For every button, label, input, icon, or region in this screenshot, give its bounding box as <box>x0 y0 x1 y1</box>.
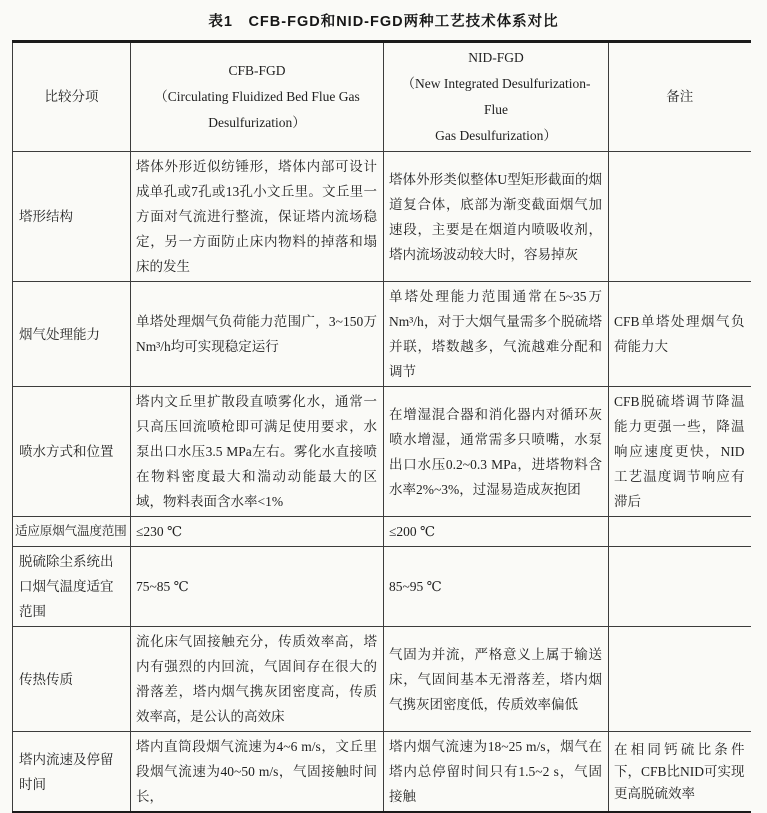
row-label: 喷水方式和位置 <box>13 387 131 517</box>
cfb-cell: 塔体外形近似纺锤形，塔体内部可设计成单孔或7孔或13孔小文丘里。文丘里一方面对气流进行整流，保证塔内流场稳定，另一方面防止床内物料的掉落和塌床的发生 <box>131 152 384 282</box>
cfb-cell: ≤230 ℃ <box>131 517 384 547</box>
note-cell <box>609 152 751 282</box>
header-cfb-name: CFB-FGD <box>228 63 286 78</box>
header-nid-fullname-line1: （New Integrated Desulfurization- Flue <box>401 76 591 117</box>
table-row-inlet-temp-range <box>13 517 751 547</box>
nid-cell: 气固为并流，严格意义上属于输送床，气固间基本无滑落差，塔内烟气携灰团密度低，传质效率偏低 <box>384 627 609 732</box>
note-cell: CFB单塔处理烟气负荷能力大 <box>609 282 751 387</box>
note-cell <box>609 627 751 732</box>
cfb-cell: 75~85 ℃ <box>131 547 384 627</box>
row-label: 塔内流速及停留时间 <box>13 732 131 813</box>
row-label: 适应原烟气温度范围 <box>13 517 131 547</box>
table-row-gas-capacity <box>13 282 751 387</box>
cfb-cell: 流化床气固接触充分，传质效率高，塔内有强烈的内回流，气固间存在很大的滑落差，塔内烟气携灰团密度高，传质效率高，是公认的高效床 <box>131 627 384 732</box>
row-label: 传热传质 <box>13 627 131 732</box>
note-cell: 在相同钙硫比条件下，CFB比NID可实现更高脱硫效率 <box>609 732 751 813</box>
header-nid-fgd <box>384 42 609 152</box>
note-cell <box>609 547 751 627</box>
nid-cell: ≤200 ℃ <box>384 517 609 547</box>
row-label: 烟气处理能力 <box>13 282 131 387</box>
header-cfb-fullname-line2: Desulfurization） <box>208 115 306 130</box>
row-label: 脱硫除尘系统出口烟气温度适宜范围 <box>13 547 131 627</box>
nid-cell: 塔体外形类似整体U型矩形截面的烟道复合体，底部为渐变截面烟气加速段，主要是在烟道内喷吸收剂，塔内流场波动较大时，容易掉灰 <box>384 152 609 282</box>
header-cfb-fgd <box>131 42 384 152</box>
header-compare-items: 比较分项 <box>13 42 131 152</box>
nid-cell: 在增湿混合器和消化器内对循环灰喷水增湿，通常需多只喷嘴，水泵出口水压0.2~0.3 MPa，进塔物料含水率2%~3%，过湿易造成灰抱团 <box>384 387 609 517</box>
nid-cell: 单塔处理能力范围通常在5~35万Nm³/h，对于大烟气量需多个脱硫塔并联，塔数越多，气流越难分配和调节 <box>384 282 609 387</box>
table-row-velocity-residence-time <box>13 732 751 813</box>
header-cfb-fullname-line1: （Circulating Fluidized Bed Flue Gas <box>154 89 360 104</box>
table-title: 表1 CFB-FGD和NID-FGD两种工艺技术体系对比 <box>208 14 559 30</box>
nid-cell: 85~95 ℃ <box>384 547 609 627</box>
header-nid-name: NID-FGD <box>468 50 524 65</box>
table-row-outlet-temp-range <box>13 547 751 627</box>
table-header-row <box>13 42 751 152</box>
cfb-cell: 塔内文丘里扩散段直喷雾化水，通常一只高压回流喷枪即可满足使用要求，水泵出口水压3.5 MPa左右。雾化水直接喷在物料密度最大和湍动动能最大的区域，物料表面含水率<1% <box>131 387 384 517</box>
table-row-water-spray <box>13 387 751 517</box>
header-nid-fullname-line2: Gas Desulfurization） <box>435 128 557 143</box>
row-label: 塔形结构 <box>13 152 131 282</box>
header-note: 备注 <box>609 42 751 152</box>
table-row-heat-mass-transfer <box>13 627 751 732</box>
comparison-table <box>12 40 751 813</box>
nid-cell: 塔内烟气流速为18~25 m/s，烟气在塔内总停留时间只有1.5~2 s，气固接触 <box>384 732 609 813</box>
note-cell <box>609 517 751 547</box>
table-row-tower-structure <box>13 152 751 282</box>
cfb-cell: 塔内直筒段烟气流速为4~6 m/s，文丘里段烟气流速为40~50 m/s，气固接触时间长， <box>131 732 384 813</box>
note-cell: CFB脱硫塔调节降温能力更强一些，降温响应速度更快，NID工艺温度调节响应有滞后 <box>609 387 751 517</box>
cfb-cell: 单塔处理烟气负荷能力范围广，3~150万Nm³/h均可实现稳定运行 <box>131 282 384 387</box>
